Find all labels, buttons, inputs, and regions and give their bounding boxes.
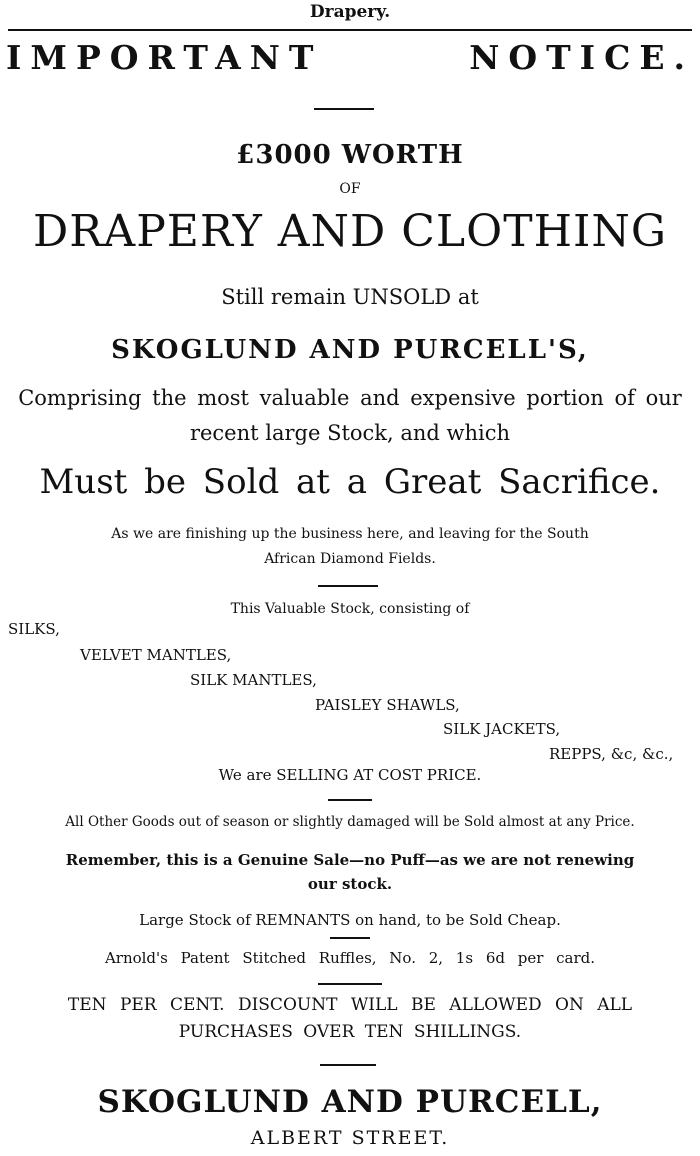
- top-rule: [8, 29, 692, 31]
- stock-item: SILK JACKETS,: [443, 720, 561, 738]
- divider-rule: [318, 983, 382, 985]
- divider-rule: [318, 585, 378, 587]
- footer-address: ALBERT STREET.: [250, 1127, 450, 1149]
- stock-selling: We are SELLING AT COST PRICE.: [218, 766, 482, 784]
- stock-item: VELVET MANTLES,: [80, 646, 232, 664]
- headline-important: IMPORTANT: [6, 38, 323, 77]
- stock-item: SILK MANTLES,: [190, 671, 317, 689]
- headline-notice: NOTICE.: [469, 38, 694, 77]
- offer-comprising-2: recent large Stock, and which: [189, 421, 511, 445]
- section-label: Drapery.: [309, 2, 391, 22]
- remember-line-1: Remember, this is a Genuine Sale—no Puff—as we are not renewing: [65, 851, 635, 869]
- divider-rule: [320, 1064, 376, 1066]
- offer-still: Still remain UNSOLD at: [221, 285, 479, 309]
- other-goods: All Other Goods out of season or slightly damaged will be Sold almost at any Price.: [65, 814, 635, 830]
- offer-of: OF: [339, 181, 361, 197]
- offer-sacrifice: Must be Sold at a Great Sacrifice.: [39, 462, 661, 502]
- stock-item: REPPS, &c, &c.,: [549, 745, 674, 763]
- reason-line-1: As we are finishing up the business here, and leaving for the South: [111, 526, 589, 542]
- discount-line-2: PURCHASES OVER TEN SHILLINGS.: [178, 1022, 522, 1042]
- remember-line-2: our stock.: [307, 875, 393, 893]
- remnants: Large Stock of REMNANTS on hand, to be Sold Cheap.: [139, 911, 561, 929]
- stock-item: PAISLEY SHAWLS,: [315, 696, 460, 714]
- offer-comprising-1: Comprising the most valuable and expensive portion of our: [18, 386, 682, 410]
- divider-rule: [330, 937, 370, 939]
- stock-item: SILKS,: [8, 620, 60, 638]
- offer-amount: £3000 WORTH: [236, 140, 464, 170]
- footer-firm: SKOGLUND AND PURCELL,: [97, 1084, 603, 1120]
- ruffles: Arnold's Patent Stitched Ruffles, No. 2, 1s 6d per card.: [104, 949, 596, 967]
- reason-line-2: African Diamond Fields.: [264, 551, 436, 567]
- divider-rule: [328, 799, 372, 801]
- stock-intro: This Valuable Stock, consisting of: [230, 601, 470, 617]
- headline: [0, 38, 700, 77]
- divider-rule: [314, 108, 374, 110]
- discount-line-1: TEN PER CENT. DISCOUNT WILL BE ALLOWED ON ALL: [67, 995, 633, 1015]
- offer-title: DRAPERY AND CLOTHING: [33, 206, 667, 257]
- offer-firm: SKOGLUND AND PURCELL'S,: [111, 335, 589, 365]
